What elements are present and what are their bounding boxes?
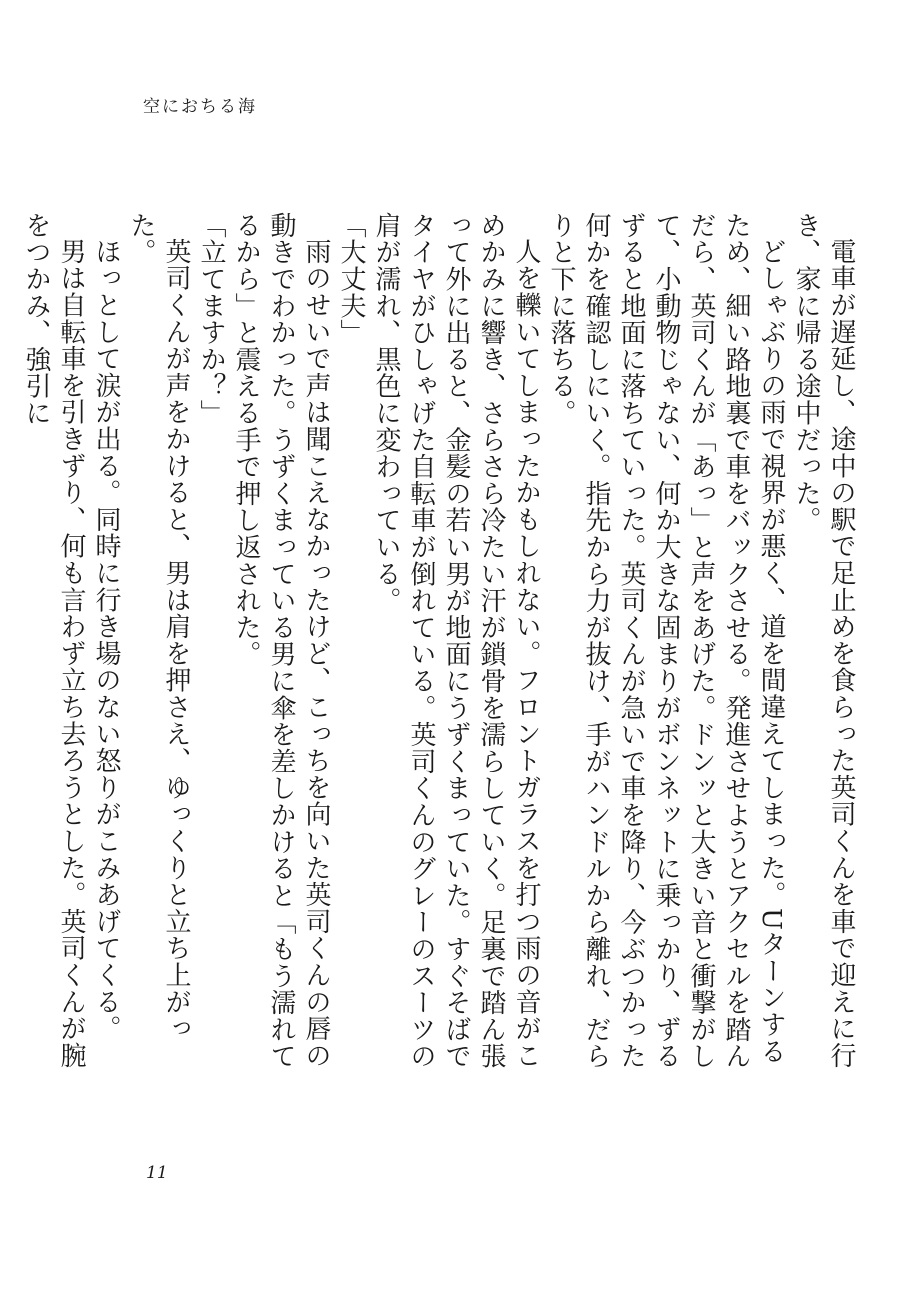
paragraph-7: 男は自転車を引きずり、何も言わず立ち去ろうとした。英司くんが腕をつかみ、強引に	[21, 212, 86, 1069]
running-title: 空におちる海	[143, 97, 257, 117]
paragraph-4: 雨のせいで声は聞こえなかったけど、こっちを向いた英司くんの唇の動きでわかった。うずくまっている男に傘を差しかけると「もう濡れてるから」と震える手で押し返された。	[231, 212, 331, 1070]
dialogue-1: 「大丈夫」	[336, 212, 366, 346]
paragraph-3: 人を轢いてしまったかもしれない。フロントガラスを打つ雨の音がこめかみに響き、さらさら冷たい汗が鎖骨を濡らしていく。足裏で踏ん張って外に出ると、金髪の若い男が地面にうずくまっていた。すぐそばでタイヤがひしゃげた自転車が倒れている。英司くんのグレーのスーツの肩が濡れ、黒色に変わっている。	[371, 212, 541, 1070]
body-text	[21, 212, 858, 1072]
page-number: 11	[146, 1163, 168, 1183]
paragraph-6: ほっとして涙が出る。同時に行き場のない怒りがこみあげてくる。	[91, 238, 121, 1042]
paragraph-5: 英司くんが声をかけると、男は肩を押さえ、ゆっくりと立ち上がった。	[126, 212, 191, 1042]
paragraph-2: どしゃぶりの雨で視界が悪く、道を間違えてしまった。Uターンするため、細い路地裏で車をバックさせる。発進させようとアクセルを踏んだら、英司くんが「あっ」と声をあげた。ドンッと大きい音と衝撃がして、小動物じゃない、何か大きな固まりがボンネットに乗っかり、ずるずると地面に落ちていった。英司くんが急いで車を降り、今ぶつかった何かを確認しにいく。指先から力が抜け、手がハンドルから離れ、だらりと下に落ちる。	[546, 212, 786, 1070]
dialogue-2: 「立てますか？」	[196, 212, 226, 427]
paragraph-1: 電車が遅延し、途中の駅で足止めを食らった英司くんを車で迎えに行き、家に帰る途中だった。	[791, 212, 856, 1069]
